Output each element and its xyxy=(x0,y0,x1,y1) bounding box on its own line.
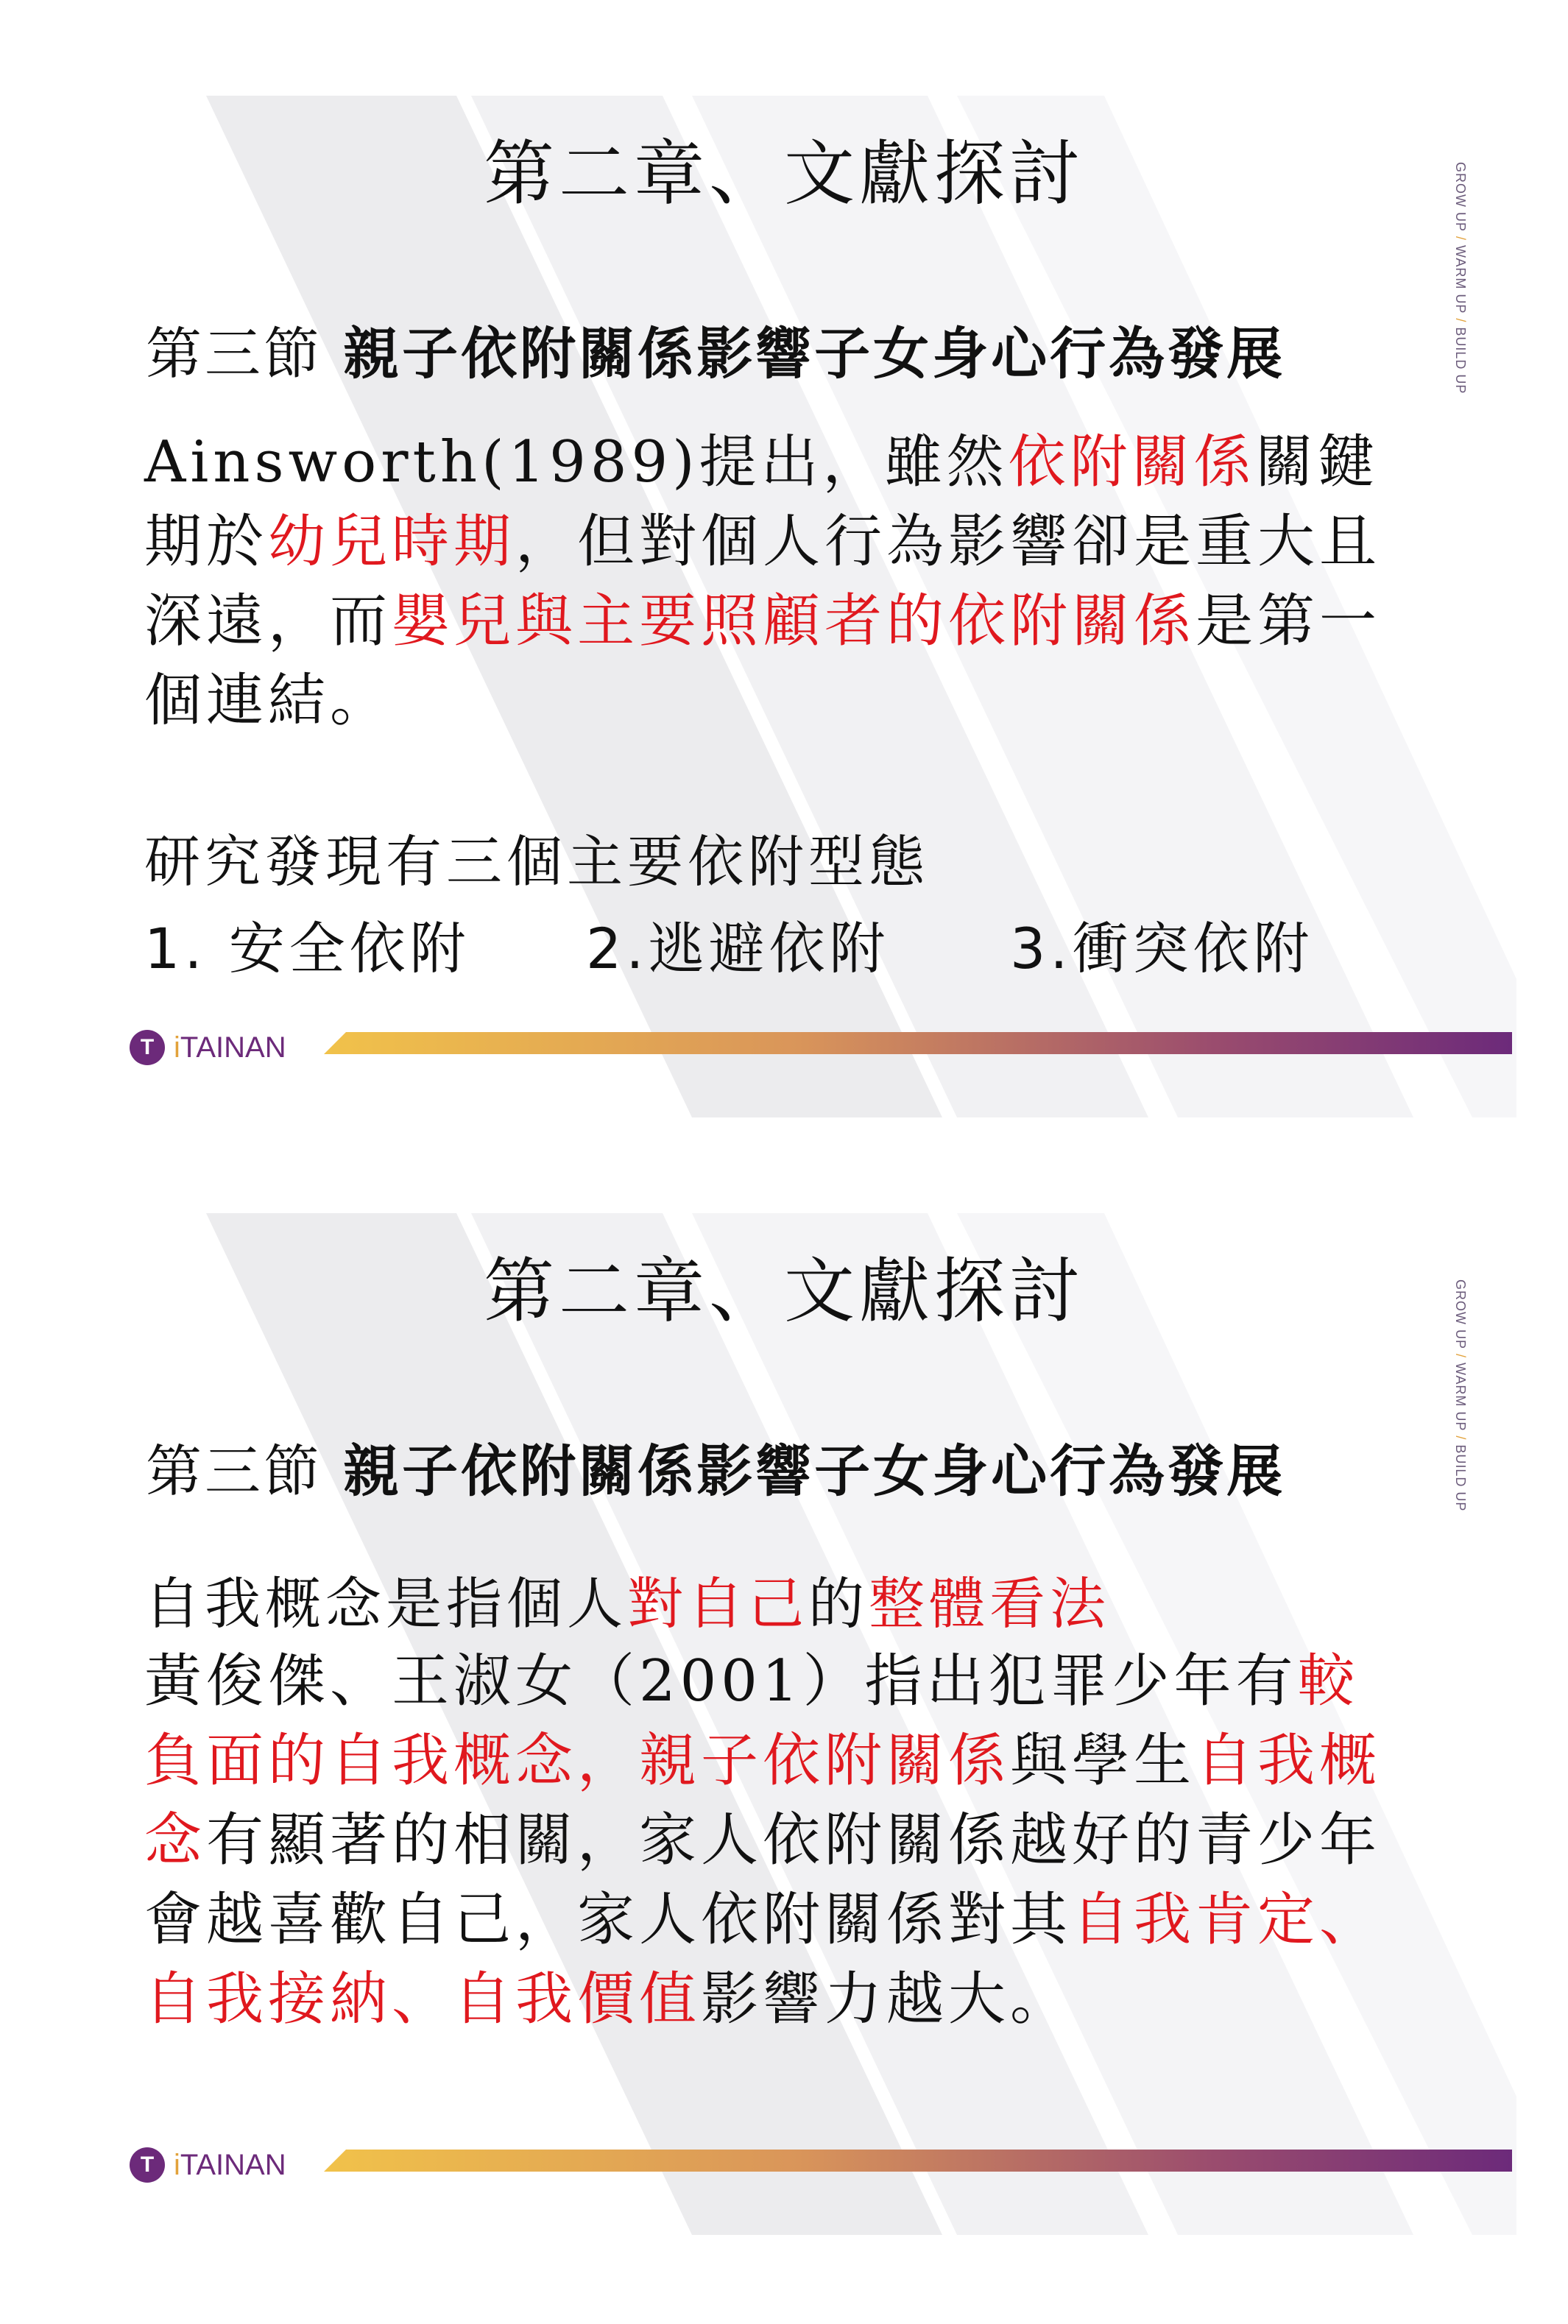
attachment-types-list xyxy=(144,904,1396,985)
text-span: 自我概念是指個人 xyxy=(144,1571,627,1636)
itainan-logo xyxy=(130,2145,286,2185)
highlight-text: 依附關係 xyxy=(1008,429,1256,495)
highlight-text: 自我概念 xyxy=(144,1728,1382,1873)
text-span: 的 xyxy=(808,1571,869,1636)
types-heading: 研究發現有三個主要依附型態 xyxy=(144,829,929,894)
list-item xyxy=(586,904,890,984)
section-heading xyxy=(146,309,1285,389)
highlight-text: 嬰兒與主要照顧者的依附關係 xyxy=(392,588,1196,654)
itainan-logo xyxy=(130,1028,286,1067)
text-span: 關鍵期於 xyxy=(144,429,1380,575)
item-number: 3. xyxy=(1010,916,1073,981)
item-number: 1. xyxy=(144,916,207,981)
logo-text: iTAINAN xyxy=(174,1031,286,1064)
section-number: 第三節 xyxy=(146,321,322,386)
slide-1 xyxy=(0,0,1568,1117)
text-span: 與學生 xyxy=(1010,1728,1196,1794)
item-label: 逃避依附 xyxy=(648,916,890,981)
tag-sep: / xyxy=(1453,314,1468,328)
logo-mark: T xyxy=(130,2147,165,2183)
tag-warm: WARM UP xyxy=(1453,245,1468,314)
highlight-text: 整體看法 xyxy=(869,1571,1110,1636)
side-tagline xyxy=(1453,1279,1468,1515)
footer-bar-cap xyxy=(324,1032,346,1054)
attachment-paragraph xyxy=(144,423,1410,741)
section-number: 第三節 xyxy=(146,1438,322,1504)
side-tagline xyxy=(1453,162,1468,398)
tag-grow: GROW UP xyxy=(1453,1279,1468,1349)
tag-grow: GROW UP xyxy=(1453,162,1468,232)
text-span: ，但對個人行為影響卻是重大且深遠，而 xyxy=(144,509,1382,654)
tag-build: BUILD UP xyxy=(1453,1444,1468,1512)
section-title: 親子依附關係影響子女身心行為發展 xyxy=(343,321,1286,386)
text-span: 影響力越大。 xyxy=(701,1966,1073,2032)
text-span: 有顯著的相關，家人依附關係越好的青少年會越喜歡自己，家人依附關係對其 xyxy=(144,1807,1382,1953)
logo-mark: T xyxy=(130,1030,165,1065)
footer-gradient-bar xyxy=(324,1032,1512,1054)
self-concept-definition xyxy=(144,1559,1110,1639)
logo-text: iTAINAN xyxy=(174,2148,286,2181)
section-heading xyxy=(146,1427,1285,1507)
tag-sep: / xyxy=(1453,1431,1468,1445)
tag-sep: / xyxy=(1453,232,1468,246)
text-span: 是第一個連結。 xyxy=(144,588,1382,734)
highlight-text: 幼兒時期 xyxy=(268,509,516,575)
slide-2 xyxy=(0,1117,1568,2235)
highlight-text: 對自己 xyxy=(627,1571,808,1636)
research-paragraph xyxy=(144,1642,1410,2039)
tag-warm: WARM UP xyxy=(1453,1363,1468,1432)
section-title: 親子依附關係影響子女身心行為發展 xyxy=(343,1438,1286,1504)
item-number: 2. xyxy=(586,916,649,981)
highlight-text: 較負面的自我概念，親子依附關係 xyxy=(144,1648,1360,1794)
item-label: 衝突依附 xyxy=(1072,916,1314,981)
highlight-text: 自我肯定、自我接納、自我價值 xyxy=(144,1887,1382,2032)
list-item xyxy=(144,904,470,984)
tag-sep: / xyxy=(1453,1349,1468,1363)
text-span: Ainsworth(1989)提出，雖然 xyxy=(144,429,1009,495)
footer-gradient-bar xyxy=(324,2150,1512,2172)
chapter-title: 第二章、文獻探討 xyxy=(484,133,1084,215)
list-item xyxy=(1010,904,1314,984)
item-label: 安全依附 xyxy=(228,916,470,981)
text-span: 黃俊傑、王淑女（2001）指出犯罪少年有 xyxy=(144,1648,1298,1714)
chapter-title: 第二章、文獻探討 xyxy=(484,1250,1084,1332)
footer-bar-cap xyxy=(324,2150,346,2172)
tag-build: BUILD UP xyxy=(1453,327,1468,395)
